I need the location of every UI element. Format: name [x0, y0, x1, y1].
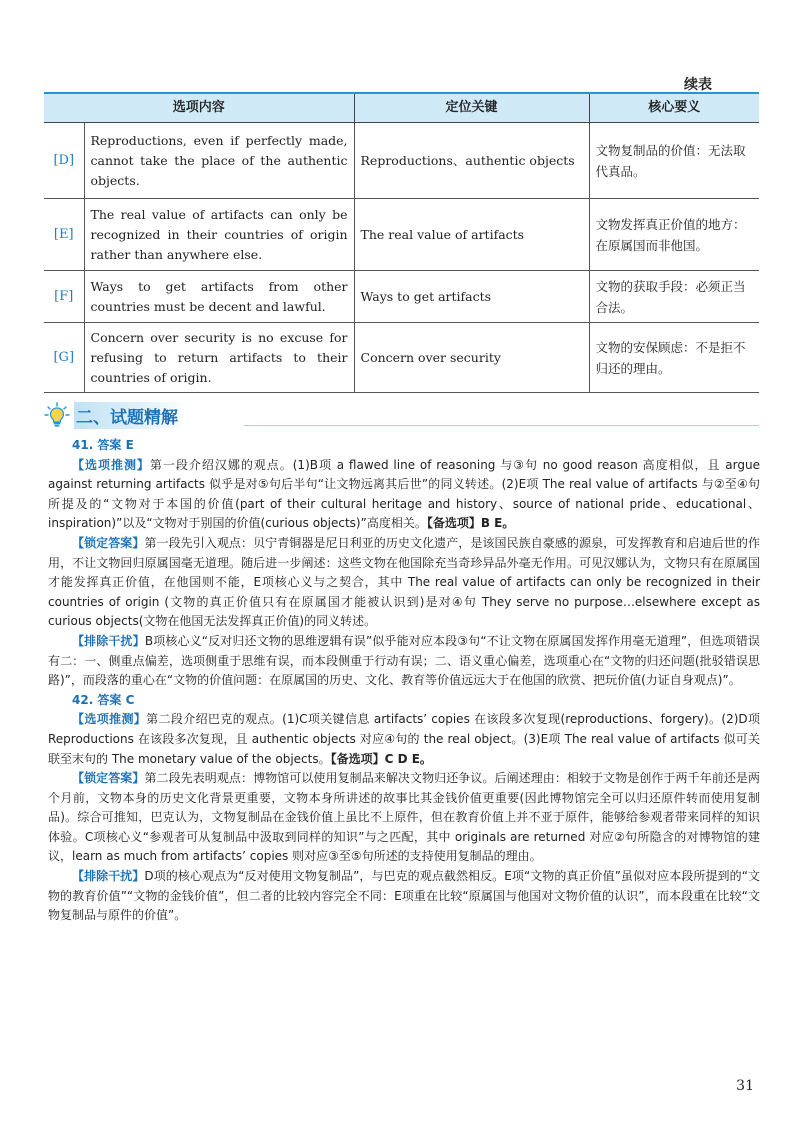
section-title: 二、试题精解 — [74, 402, 186, 429]
tag-label: 【排除干扰】 — [72, 869, 145, 884]
tag-label: 【排除干扰】 — [72, 633, 145, 648]
tag-label: 【备选项】 — [426, 516, 481, 531]
lightbulb-icon — [44, 402, 70, 428]
tag-label: 【锁定答案】 — [72, 535, 145, 550]
paragraph-text: 第二段介绍巴克的观点。(1)C项关键信息 artifacts’ copies 在该段多次复现(reproductions、forgery)。(2)D项 Reproductions 在该段多次复现，且 authentic objects 对应④句的 the real object。(3)E项 The real value of artifacts 似可关联至末句的 The monetary value of the objects。 — [48, 712, 760, 766]
paragraph-exclude-distractors — [48, 632, 760, 691]
answer-heading-41: 41. 答案 E — [72, 438, 134, 452]
section-header — [44, 402, 759, 428]
option-key: Ways to get artifacts — [354, 271, 589, 323]
continued-table-label: 续表 — [684, 77, 712, 93]
paragraph-option-guess — [48, 456, 760, 534]
table-row — [44, 323, 759, 393]
backup-options: B E。 — [480, 516, 515, 531]
option-content: The real value of artifacts can only be recognized in their countries of origin rather than anywhere else. — [84, 199, 354, 271]
option-core: 文物的获取手段：必须正当合法。 — [589, 271, 759, 323]
option-letter: [F] — [44, 271, 84, 323]
table-header-row — [44, 93, 759, 123]
option-content: Reproductions, even if perfectly made, cannot take the place of the authentic objects. — [84, 123, 354, 199]
option-key: The real value of artifacts — [354, 199, 589, 271]
header-key-location: 定位关键 — [354, 93, 589, 123]
explanation-body — [48, 436, 760, 926]
option-content: Concern over security is no excuse for refusing to return artifacts to their countries of origin. — [84, 323, 354, 393]
tag-label: 【选项推测】 — [72, 457, 150, 472]
paragraph-text: 第一段先引入观点：贝宁青铜器是尼日利亚的历史文化遗产，是该国民族自豪感的源泉，可发挥教育和启迪后世的作用，不让文物回归原属国毫无道理。随后进一步阐述：这些文物在他国除充当奇珍异品外毫无作用。可见汉娜认为，文物只有在原属国才能发挥真正价值，在他国则不能，E项核心义与之契合，其中 The real value of artifacts can only be recognized in their countries of origin (文物的真正价值只有在原属国才能被认识到)是对④句 They serve no purpose…elsewhere except as curious objects(文物在他国无法发挥真正价值)的同义转述。 — [48, 535, 760, 629]
table-row — [44, 199, 759, 271]
option-content: Ways to get artifacts from other countries must be decent and lawful. — [84, 271, 354, 323]
option-core: 文物的安保顾虑：不是拒不归还的理由。 — [589, 323, 759, 393]
tag-label: 【锁定答案】 — [72, 771, 145, 786]
option-core: 文物复制品的价值：无法取代真品。 — [589, 123, 759, 199]
section-divider — [244, 425, 759, 426]
option-key: Concern over security — [354, 323, 589, 393]
options-table — [44, 92, 759, 393]
paragraph-lock-answer — [48, 534, 760, 632]
header-option-content: 选项内容 — [44, 93, 354, 123]
option-letter: [D] — [44, 123, 84, 199]
paragraph-text: B项核心义“反对归还文物的思维逻辑有误”似乎能对应本段③句“不让文物在原属国发挥作用毫无道理”，但选项错误有二：一、侧重点偏差，选项侧重于思维有误，而本段侧重于行动有误；二、语义重心偏差，选项重心在“文物的归还问题(批驳错误思路)”，而段落的重心在“文物的价值问题：在原属国的历史、文化、教育等价值远远大于在他国的欣赏、把玩价值(力证自身观点)”。 — [48, 633, 760, 688]
paragraph-text: 第二段先表明观点：博物馆可以使用复制品来解决文物归还争议。后阐述理由：相较于文物是创作于两千年前还是两个月前，文物本身的历史文化背景更重要，文物本身所讲述的故事比其金钱价值更重要(因此博物馆完全可以归还原件转而使用复制品)。综合可推知，巴克认为，文物复制品在金钱价值上虽比不上原件，但在教育价值上并不亚于原件，能够给参观者带来同样的知识体验。C项核心义“参观者可从复制品中汲取到同样的知识”与之匹配，其中 originals are returned 对应②句所隐含的对博物馆的建议，learn as much from artifacts’ copies 则对应③至⑤句所述的支持使用复制品的理由。 — [48, 771, 760, 864]
table-row — [44, 123, 759, 199]
option-letter: [G] — [44, 323, 84, 393]
paragraph-lock-answer — [48, 769, 760, 867]
backup-options: C D E。 — [384, 751, 432, 766]
page-number: 31 — [736, 1078, 754, 1094]
paragraph-option-guess — [48, 710, 760, 769]
option-key: Reproductions、authentic objects — [354, 123, 589, 199]
paragraph-exclude-distractors — [48, 867, 760, 926]
tag-label: 【备选项】 — [330, 751, 385, 766]
paragraph-text: 第一段介绍汉娜的观点。(1)B项 a flawed line of reasoning 与③句 no good reason 高度相似，且 argue against returning artifacts 似乎是对⑤句后半句“让文物远离其后世”的同义转述。(2)E项 The real value of artifacts 与②至④句所提及的“文物对于本国的价值(part of their cultural heritage and history、source of national pride、educational、inspiration)”以及“文物对于别国的价值(curious objects)”高度相关。 — [48, 457, 760, 531]
option-core: 文物发挥真正价值的地方：在原属国而非他国。 — [589, 199, 759, 271]
option-letter: [E] — [44, 199, 84, 271]
tag-label: 【选项推测】 — [72, 712, 147, 727]
paragraph-text: D项的核心观点为“反对使用文物复制品”，与巴克的观点截然相反。E项“文物的真正价值”虽似对应本段所提到的“文物的教育价值”“文物的金钱价值”，但二者的比较内容完全不同：E项重在比较“原属国与他国对文物价值的认识”，而本段重在比较“文物复制品与原件的价值”。 — [48, 869, 760, 923]
answer-heading-42: 42. 答案 C — [72, 692, 135, 707]
table-row — [44, 271, 759, 323]
header-core-meaning: 核心要义 — [589, 93, 759, 123]
